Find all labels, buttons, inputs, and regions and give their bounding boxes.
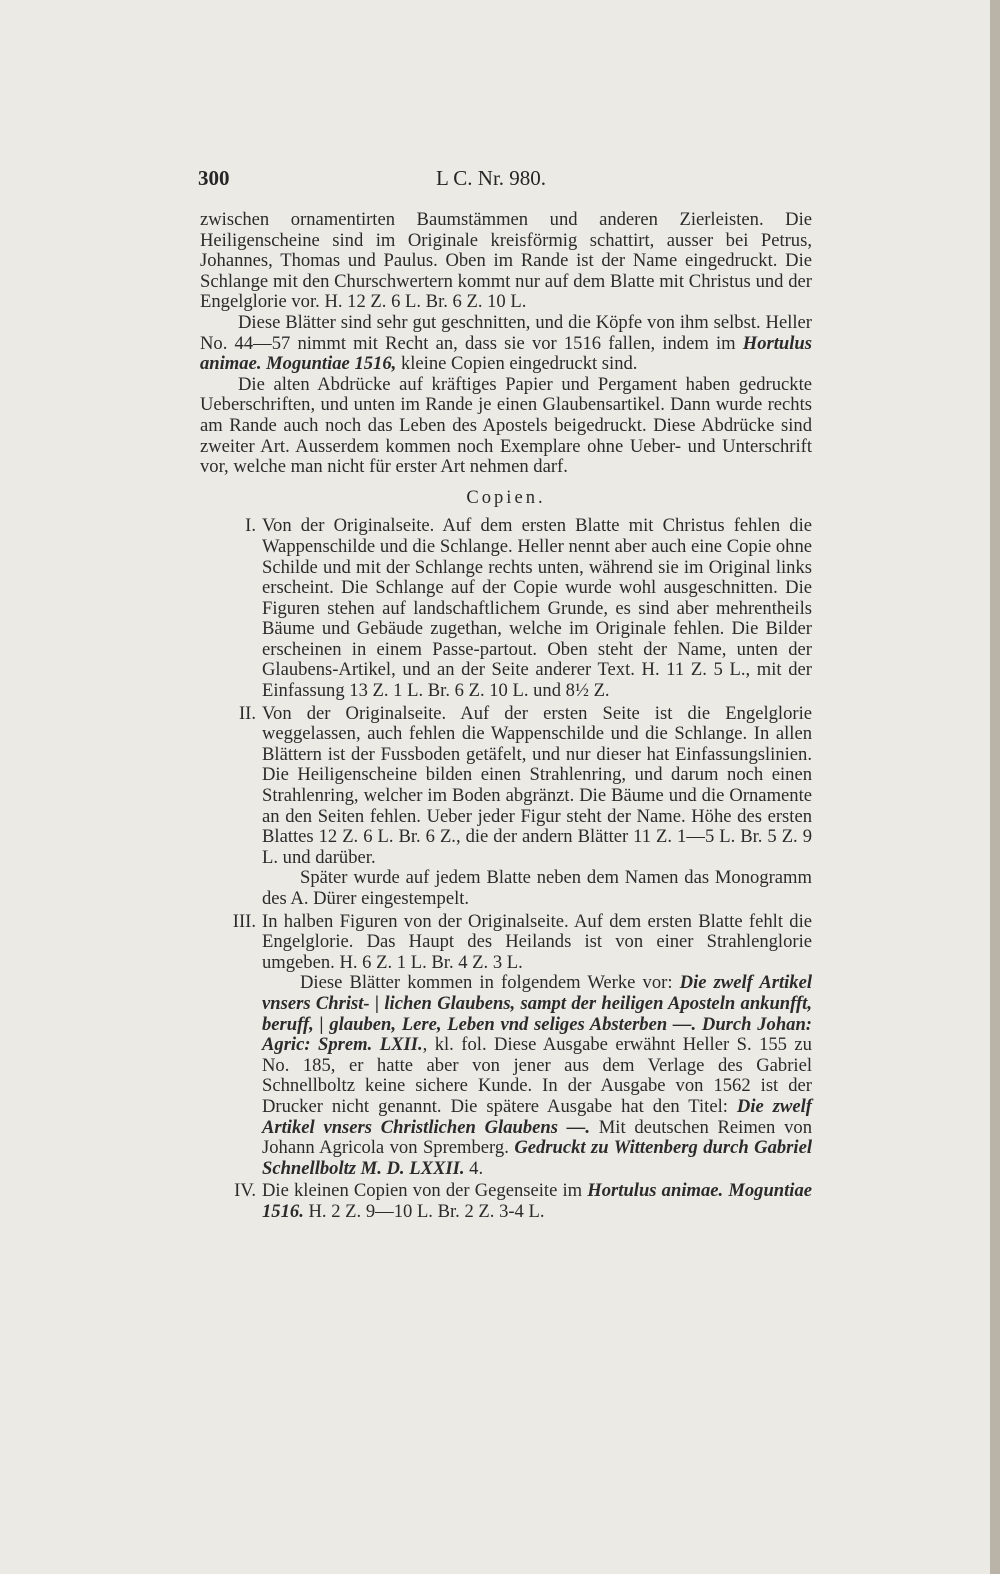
page-header <box>198 166 810 194</box>
copy-item-1 <box>200 516 812 701</box>
intro-paragraph-1: zwischen ornamentirten Baumstämmen und anderen Zierleisten. Die Heiligenscheine sind im Originale kreisförmig schattirt, ausser bei Petrus, Johannes, Thomas und Paulus. Oben im Rande ist der Name eingedruckt. Die Schlange mit den Churschwertern kommt nur auf dem Blatte mit Christus und der Engelglorie vor. H. 12 Z. 6 L. Br. 6 Z. 10 L. <box>200 209 812 313</box>
item-number: II. <box>238 702 256 724</box>
copy-item-4 <box>200 1181 812 1222</box>
book-title: Die zwelf Artikel vnsers Christlichen Glaubens —. <box>262 1095 812 1138</box>
copy-item-3 <box>200 912 812 1180</box>
text-run: kleine Copien eingedruckt sind. <box>396 353 638 375</box>
item-text <box>262 1181 812 1222</box>
item-text: Von der Originalseite. Auf dem ersten Blatte mit Christus fehlen die Wappenschilde und die Schlange. Heller nennt aber auch eine Copie ohne Schilde und mit der Schlange rechts unten, während sie im Original links erscheint. Die Schlange auf der Copie wurde wohl ausgeschnitten. Die Figuren stehen auf landschaftlichem Grunde, es sind aber mehrentheils Bäume und Gebäude zugethan, welche im Originale fehlen. Die Bilder erscheinen in einem Passe-partout. Oben steht der Name, unten der Glaubens-Artikel, und an der Seite anderer Text. H. 11 Z. 5 L., mit der Einfassung 13 Z. 1 L. Br. 6 Z. 10 L. und 8½ Z. <box>262 515 812 702</box>
text-run: , kl. fol. Diese Ausgabe erwähnt Heller S. 155 zu No. 185, er hatte aber von jener aus dem Verlage des Gabriel Schnellboltz keine sichere Kunde. In der Ausgabe von 1562 ist der Drucker nicht genannt. Die spätere Ausgabe hat den Titel: <box>262 1034 812 1117</box>
text-run: Diese Blätter sind sehr gut geschnitten, und die Köpfe von ihm selbst. Heller No. 44—57 nimmt mit Recht an, dass sie vor 1516 fallen, indem im <box>200 311 812 354</box>
copy-item-2 <box>200 704 812 910</box>
item-number: I. <box>245 515 256 537</box>
item-text: In halben Figuren von der Originalseite. Auf dem ersten Blatte fehlt die Engelglorie. Das Haupt des Heilands ist von einer Strahlenglorie umgeben. H. 6 Z. 1 L. Br. 4 Z. 3 L. <box>262 910 812 973</box>
item-continuation <box>262 973 812 1179</box>
text-run: Diese Blätter kommen in folgendem Werke vor: <box>300 972 680 994</box>
page-body <box>200 210 812 1223</box>
item-text: Von der Originalseite. Auf der ersten Seite ist die Engelglorie weggelassen, auch fehlen die Wappenschilde und die Schlange. In allen Blättern ist der Fussboden getäfelt, und nur dieser hat Einfassungslinien. Die Heiligenscheine bilden einen Strahlenring, und darum noch einen Strahlenring, welcher im Boden abgränzt. Die Bäume und die Ornamente an den Seiten fehlen. Ueber jeder Figur steht der Name. Höhe des ersten Blattes 12 Z. 6 L. Br. 6 Z., die der andern Blätter 11 Z. 1—5 L. Br. 5 Z. 9 L. und darüber. <box>262 702 812 868</box>
item-number: IV. <box>234 1180 256 1202</box>
text-run: Die kleinen Copien von der Gegenseite im <box>262 1180 588 1202</box>
book-title: Hortulus animae. Moguntiae 1516, <box>200 332 812 375</box>
intro-paragraph-3: Die alten Abdrücke auf kräftiges Papier und Pergament haben gedruckte Ueberschriften, und unten im Rande je einen Glaubensartikel. Dann wurde rechts am Rande auch noch das Leben des Apostels beigedruckt. Diese Abdrücke sind zweiter Art. Ausserdem kommen noch Exemplare ohne Ueber- und Unterschrift vor, welche man nicht für erster Art nehmen darf. <box>200 373 812 478</box>
text-run: Mit deutschen Reimen von Johann Agricola von Spremberg. <box>262 1116 812 1159</box>
text-run: H. 2 Z. 9—10 L. Br. 2 Z. 3-4 L. <box>303 1200 545 1222</box>
book-title: Hortulus animae. Moguntiae 1516. <box>262 1180 813 1222</box>
running-head: L C. Nr. 980. <box>436 166 547 190</box>
text-run: 4. <box>464 1157 484 1179</box>
section-heading: Copien. <box>466 486 546 508</box>
page-edge <box>990 0 1000 1574</box>
imprint: Gedruckt zu Wittenberg durch Gabriel Schnellboltz M. D. LXXII. <box>262 1137 812 1179</box>
page-number: 300 <box>198 166 230 190</box>
intro-paragraph-2 <box>200 313 812 375</box>
item-number: III. <box>232 910 256 932</box>
book-title: Die zwelf Artikel vnsers Christ- | lichen Glaubens, sampt der heiligen Aposteln ankunfft, beruff, | glauben, Lere, Leben vnd seliges Absterben —. Durch Johan: Agric: Sprem. LXII. <box>262 972 813 1056</box>
item-continuation: Später wurde auf jedem Blatte neben dem Namen das Monogramm des A. Dürer eingestempelt. <box>262 867 812 909</box>
